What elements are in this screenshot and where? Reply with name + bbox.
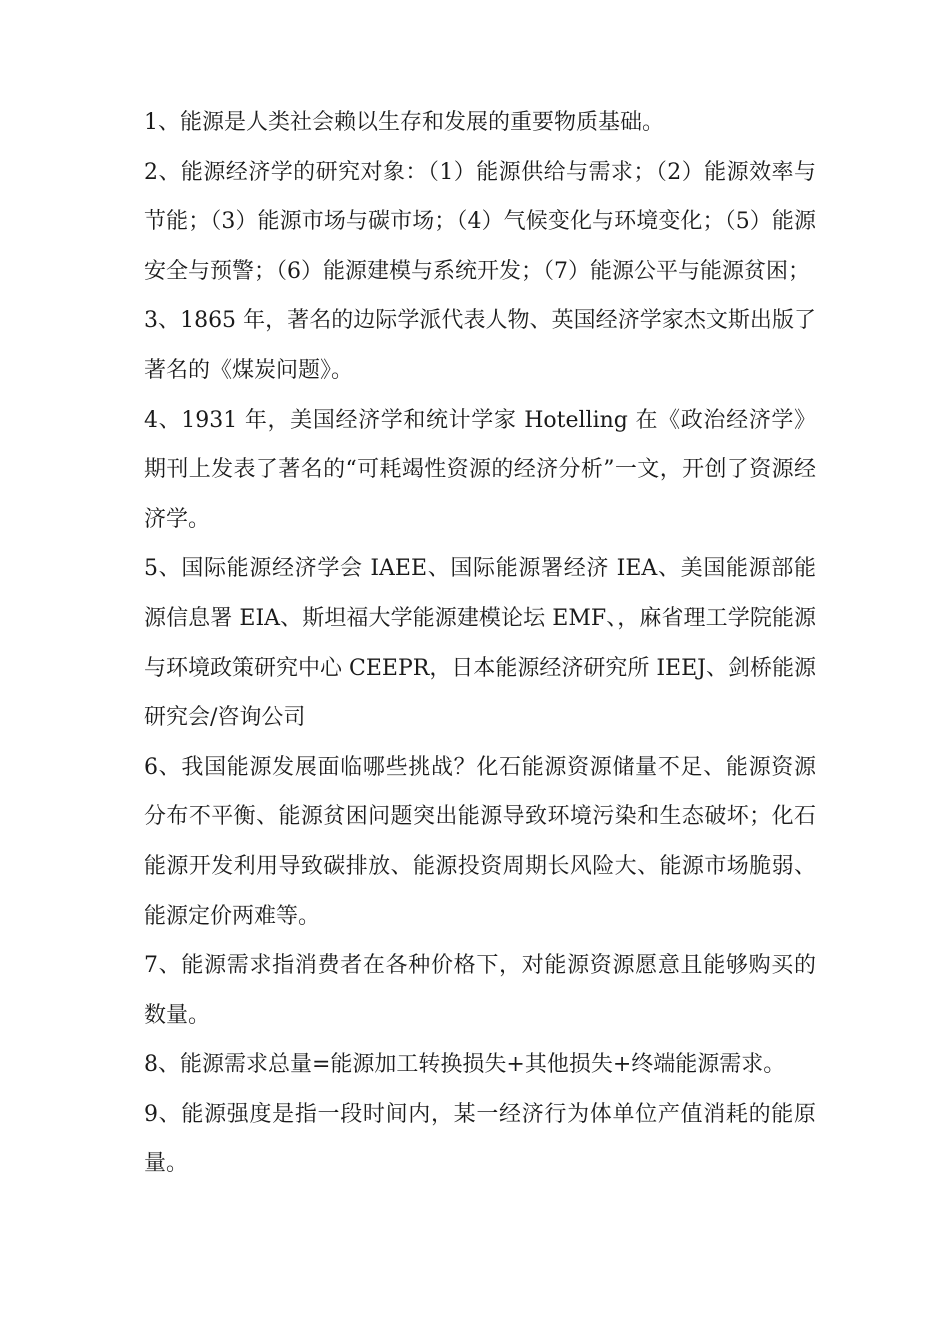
- paragraph-6: 6、我国能源发展面临哪些挑战？化石能源资源储量不足、能源资源分布不平衡、能源贫困问题突出能源导致环境污染和生态破坏；化石能源开发利用导致碳排放、能源投资周期长风险大、能源市场脆弱、能源定价两难等。: [144, 754, 816, 929]
- paragraph-3: 3、1865 年，著名的边际学派代表人物、英国经济学家杰文斯出版了著名的《煤炭问题》。: [144, 308, 816, 383]
- paragraph-5: 5、国际能源经济学会 IAEE、国际能源署经济 IEA、美国能源部能源信息署 EIA、斯坦福大学能源建模论坛 EMF、，麻省理工学院能源与环境政策研究中心 CEEPR，日本能源经济研究所 IEEJ、剑桥能源研究会/咨询公司: [144, 556, 816, 731]
- paragraph-9: 9、能源强度是指一段时间内，某一经济行为体单位产值消耗的能原量。: [144, 1101, 816, 1177]
- document-body: [144, 98, 816, 1189]
- paragraph-4: 4、1931 年，美国经济学和统计学家 Hotelling 在《政治经济学》期刊上发表了著名的“可耗竭性资源的经济分析”一文，开创了资源经济学。: [144, 407, 816, 532]
- paragraph-1: 1、能源是人类社会赖以生存和发展的重要物质基础。: [144, 110, 664, 135]
- paragraph-2: 2、能源经济学的研究对象：（1）能源供给与需求；（2）能源效率与节能；（3）能源市场与碳市场；（4）气候变化与环境变化；（5）能源安全与预警；（6）能源建模与系统开发；（7）能源公平与能源贫困；: [144, 159, 816, 284]
- paragraph-8: 8、能源需求总量=能源加工转换损失+其他损失+终端能源需求。: [144, 1052, 786, 1078]
- paragraph-7: 7、能源需求指消费者在各种价格下，对能源资源愿意且能够购买的数量。: [144, 953, 816, 1028]
